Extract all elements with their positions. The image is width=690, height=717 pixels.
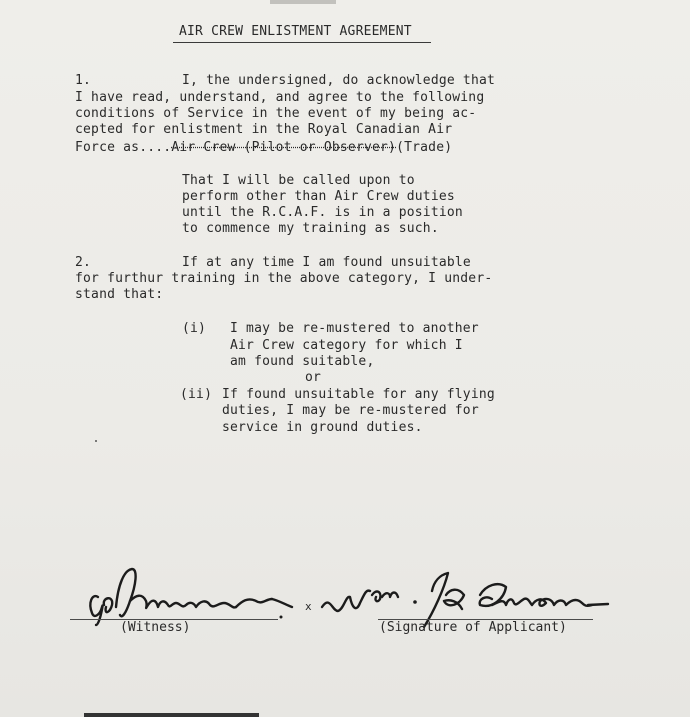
item-i-marker: (i) [182, 321, 207, 336]
witness-caption: (Witness) [120, 620, 191, 635]
para1-trade-line [75, 140, 452, 156]
para1-first-line: I, the undersigned, do acknowledge that [182, 73, 496, 88]
or-text: or [305, 370, 322, 385]
para1-line: I have read, understand, and agree to the following [75, 90, 485, 105]
item-i-line: I may be re-mustered to another [230, 321, 479, 336]
para1-indented-line: to commence my training as such. [182, 221, 439, 236]
item-i-line: Air Crew category for which I [230, 338, 463, 353]
item-ii-marker: (ii) [180, 387, 213, 402]
trade-struck-text: Air Crew (Pilot or Observer) [171, 140, 397, 155]
para1-indented-line: until the R.C.A.F. is in a position [182, 205, 463, 220]
para2-line: for furthur training in the above category, I under- [75, 271, 493, 286]
para2-number: 2. [75, 255, 92, 270]
para1-line: conditions of Service in the event of my being ac- [75, 106, 477, 121]
paper-speck [95, 440, 97, 442]
item-ii-line: duties, I may be re-mustered for [222, 403, 479, 418]
para2-line: stand that: [75, 287, 164, 302]
title-underline [173, 42, 431, 43]
applicant-caption: (Signature of Applicant) [379, 620, 567, 635]
para1-indented-line: perform other than Air Crew duties [182, 189, 455, 204]
page-bottom-edge [84, 713, 259, 717]
signature-separator: x [305, 600, 312, 613]
para1-line: cepted for enlistment in the Royal Canadian Air [75, 122, 453, 137]
item-ii-line: If found unsuitable for any flying [222, 387, 495, 402]
item-i-line: am found suitable, [230, 354, 375, 369]
para2-first-line: If at any time I am found unsuitable [182, 255, 471, 270]
para1-indented-line: That I will be called upon to [182, 173, 415, 188]
document-title: AIR CREW ENLISTMENT AGREEMENT [179, 24, 412, 39]
para1-number: 1. [75, 73, 92, 88]
page-top-mark [270, 0, 336, 4]
item-ii-line: service in ground duties. [222, 420, 423, 435]
trade-suffix: (Trade) [396, 140, 453, 155]
trade-prefix: Force as.... [75, 140, 172, 155]
